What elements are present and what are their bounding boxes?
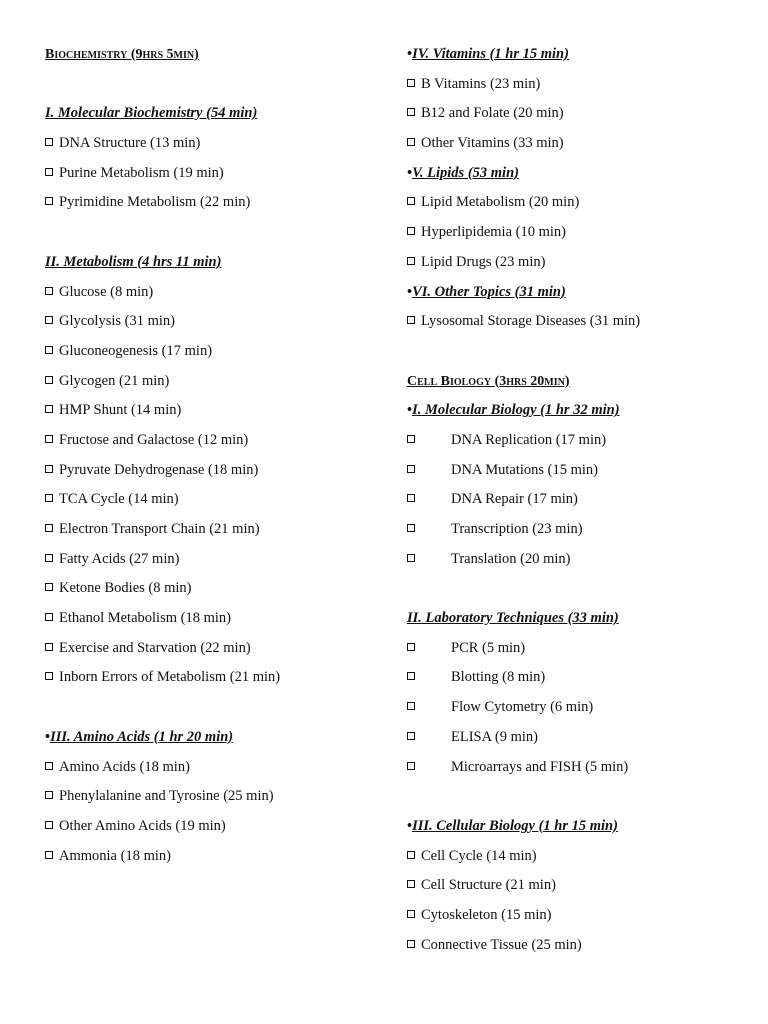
checkbox-icon [45, 287, 53, 295]
checkbox-icon [407, 940, 415, 948]
item-label: Flow Cytometry (6 min) [451, 699, 594, 716]
bullet: • [407, 46, 413, 62]
checkbox-icon [407, 227, 415, 235]
spacer [45, 693, 375, 723]
item-label: Gluconeogenesis (17 min) [59, 342, 213, 359]
biochemistry-title: Biochemistry (9hrs 5min) [45, 47, 199, 62]
bullet: • [407, 164, 413, 181]
checkbox-icon [45, 791, 53, 799]
list-item [45, 188, 375, 218]
checkbox-icon [407, 643, 415, 651]
item-label: Lipid Drugs (23 min) [421, 253, 546, 270]
checkbox-icon [45, 494, 53, 502]
checkbox-icon [45, 821, 53, 829]
checkbox-icon [407, 732, 415, 740]
section-heading-molecular-biology [407, 396, 757, 426]
item-label: ELISA (9 min) [451, 728, 538, 745]
item-label: Other Amino Acids (19 min) [59, 817, 226, 834]
item-label: DNA Repair (17 min) [451, 491, 578, 508]
bullet: • [407, 283, 413, 300]
spacer [407, 574, 757, 604]
checkbox-icon [407, 762, 415, 770]
list-item [45, 515, 375, 545]
list-item [407, 753, 757, 783]
checkbox-icon [407, 554, 415, 562]
item-label: DNA Structure (13 min) [59, 135, 201, 152]
bullet: • [45, 728, 51, 745]
heading-text: I. Molecular Biology (1 hr 32 min) [412, 402, 620, 419]
list-item [45, 426, 375, 456]
checkbox-icon [45, 435, 53, 443]
item-label: Cytoskeleton (15 min) [421, 906, 552, 923]
section-heading-lipids [407, 159, 757, 189]
item-label: Purine Metabolism (19 min) [59, 164, 224, 181]
list-item [45, 307, 375, 337]
list-item [407, 545, 757, 575]
item-label: B Vitamins (23 min) [421, 75, 541, 92]
list-item [407, 456, 757, 486]
item-label: Lysosomal Storage Diseases (31 min) [421, 313, 641, 330]
list-item [407, 871, 757, 901]
list-item [45, 159, 375, 189]
checkbox-icon [45, 613, 53, 621]
checkbox-icon [45, 168, 53, 176]
checkbox-icon [407, 435, 415, 443]
heading-text: V. Lipids (53 min) [412, 164, 519, 181]
list-item [45, 604, 375, 634]
item-label: Lipid Metabolism (20 min) [421, 194, 580, 211]
item-label: Inborn Errors of Metabolism (21 min) [59, 669, 281, 686]
checkbox-icon [407, 851, 415, 859]
list-item [45, 842, 375, 872]
list-item [45, 545, 375, 575]
heading-text: VI. Other Topics (31 min) [412, 283, 566, 300]
checkbox-icon [407, 465, 415, 473]
item-label: Electron Transport Chain (21 min) [59, 521, 260, 537]
checkbox-icon [407, 257, 415, 265]
checkbox-icon [407, 702, 415, 710]
checkbox-icon [45, 643, 53, 651]
bullet: • [407, 817, 413, 834]
item-label: Microarrays and FISH (5 min) [451, 758, 629, 775]
item-label: Cell Structure (21 min) [421, 877, 556, 894]
checkbox-icon [45, 554, 53, 562]
item-label: Ammonia (18 min) [59, 847, 171, 864]
item-label: Glucose (8 min) [59, 283, 154, 300]
section-heading-molecular-biochemistry: I. Molecular Biochemistry (54 min) [45, 105, 258, 122]
section-heading-other-topics [407, 278, 757, 308]
list-item [407, 901, 757, 931]
item-label: Blotting (8 min) [451, 669, 546, 686]
item-label: TCA Cycle (14 min) [59, 491, 179, 508]
item-label: Glycolysis (31 min) [59, 313, 175, 330]
list-item [45, 485, 375, 515]
item-label: DNA Mutations (15 min) [451, 461, 599, 478]
item-label: Fructose and Galactose (12 min) [59, 431, 249, 448]
item-label: Connective Tissue (25 min) [421, 936, 582, 953]
section-heading-cellular-biology [407, 812, 757, 842]
spacer [45, 218, 375, 248]
cell-biology-title: Cell Biology (3hrs 20min) [407, 373, 570, 389]
item-label: Amino Acids (18 min) [59, 758, 190, 775]
section-heading-amino-acids [45, 723, 375, 753]
list-item [407, 485, 757, 515]
checkbox-icon [45, 138, 53, 146]
list-item [407, 99, 757, 129]
item-label: HMP Shunt (14 min) [59, 402, 182, 419]
list-item [407, 188, 757, 218]
checkbox-icon [45, 465, 53, 473]
checkbox-icon [45, 405, 53, 413]
list-item [45, 278, 375, 308]
list-item [45, 812, 375, 842]
checkbox-icon [45, 197, 53, 205]
list-item [407, 723, 757, 753]
item-label: B12 and Folate (20 min) [421, 105, 564, 122]
list-item [45, 753, 375, 783]
item-label: DNA Replication (17 min) [451, 431, 607, 448]
section-heading-laboratory-techniques: II. Laboratory Techniques (33 min) [407, 610, 619, 627]
list-item [407, 663, 757, 693]
item-label: Ethanol Metabolism (18 min) [59, 610, 231, 627]
left-column [45, 40, 375, 871]
section-heading-metabolism: II. Metabolism (4 hrs 11 min) [45, 253, 222, 270]
list-item [407, 842, 757, 872]
item-label: Hyperlipidemia (10 min) [421, 224, 566, 241]
item-label: Fatty Acids (27 min) [59, 550, 180, 567]
list-item [45, 663, 375, 693]
list-item [407, 693, 757, 723]
checkbox-icon [45, 346, 53, 354]
checkbox-icon [45, 524, 53, 532]
heading-text: IV. Vitamins (1 hr 15 min) [412, 46, 569, 62]
heading-text: III. Amino Acids (1 hr 20 min) [50, 728, 234, 745]
list-item [407, 129, 757, 159]
right-column [407, 40, 757, 960]
bullet: • [407, 402, 413, 419]
list-item [407, 307, 757, 337]
list-item [407, 248, 757, 278]
list-item [45, 367, 375, 397]
list-item [45, 456, 375, 486]
item-label: Transcription (23 min) [451, 521, 583, 537]
list-item [45, 129, 375, 159]
checkbox-icon [407, 138, 415, 146]
list-item [407, 426, 757, 456]
list-item [407, 634, 757, 664]
item-label: Phenylalanine and Tyrosine (25 min) [59, 788, 274, 805]
checkbox-icon [407, 672, 415, 680]
item-label: Pyrimidine Metabolism (22 min) [59, 194, 251, 211]
checkbox-icon [407, 910, 415, 918]
item-label: Ketone Bodies (8 min) [59, 580, 192, 597]
checkbox-icon [45, 316, 53, 324]
list-item [407, 931, 757, 961]
checkbox-icon [45, 583, 53, 591]
checkbox-icon [45, 851, 53, 859]
item-label: Glycogen (21 min) [59, 372, 170, 389]
item-label: Pyruvate Dehydrogenase (18 min) [59, 461, 259, 478]
list-item [407, 218, 757, 248]
section-heading-vitamins [407, 40, 757, 70]
checkbox-icon [407, 880, 415, 888]
checkbox-icon [407, 494, 415, 502]
checkbox-icon [407, 316, 415, 324]
item-label: Exercise and Starvation (22 min) [59, 639, 251, 656]
checkbox-icon [407, 79, 415, 87]
item-label: Translation (20 min) [451, 550, 571, 567]
checkbox-icon [407, 108, 415, 116]
spacer [407, 337, 757, 367]
checkbox-icon [45, 672, 53, 680]
list-item [407, 515, 757, 545]
item-label: PCR (5 min) [451, 639, 526, 656]
list-item [45, 634, 375, 664]
list-item [407, 70, 757, 100]
heading-text: III. Cellular Biology (1 hr 15 min) [412, 817, 618, 834]
spacer [45, 70, 375, 100]
list-item [45, 574, 375, 604]
checkbox-icon [45, 376, 53, 384]
spacer [407, 782, 757, 812]
list-item [45, 337, 375, 367]
checkbox-icon [407, 197, 415, 205]
checkbox-icon [45, 762, 53, 770]
list-item [45, 782, 375, 812]
item-label: Other Vitamins (33 min) [421, 135, 564, 152]
item-label: Cell Cycle (14 min) [421, 847, 537, 864]
checkbox-icon [407, 524, 415, 532]
list-item [45, 396, 375, 426]
